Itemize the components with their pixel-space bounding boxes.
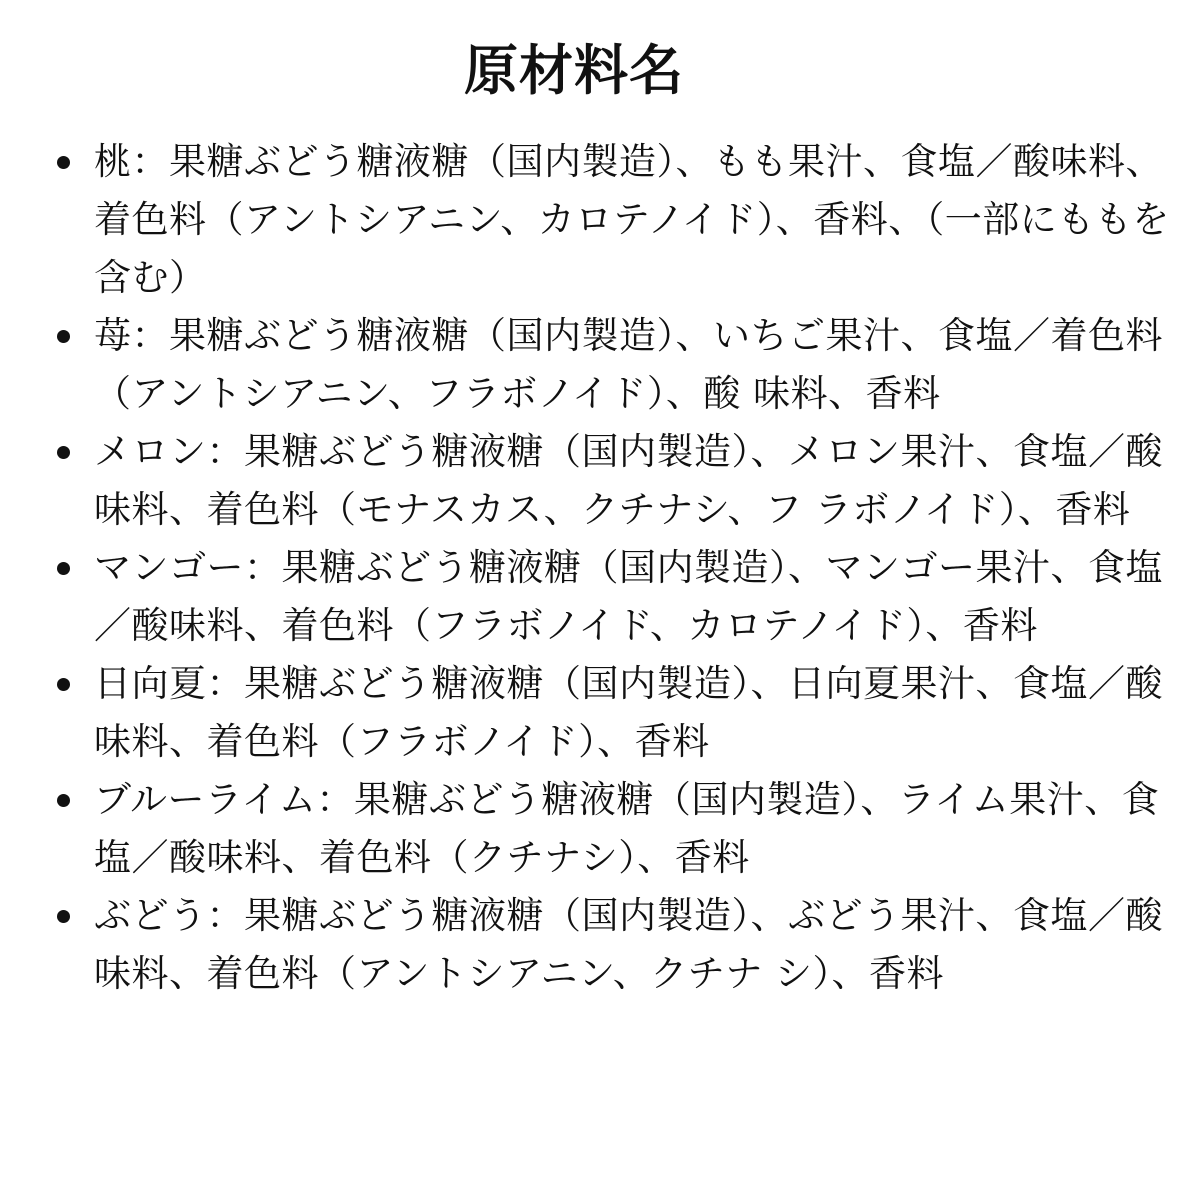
list-item-text: メロン：果糖ぶどう糖液糖（国内製造）、メロン果汁、食塩／酸味料、着色料（モナスカス、クチナシ、フ ラボノイド）、香料 — [94, 430, 1163, 531]
bullet-icon — [57, 156, 70, 169]
list-item-hyuganatsu — [0, 655, 1170, 771]
bullet-icon — [57, 562, 70, 575]
bullet-icon — [57, 678, 70, 691]
list-item-text: 日向夏：果糖ぶどう糖液糖（国内製造）、日向夏果汁、食塩／酸味料、着色料（フラボノイド）、香料 — [94, 662, 1163, 763]
list-item-grape — [0, 887, 1170, 1003]
list-item-text: 桃：果糖ぶどう糖液糖（国内製造）、もも果汁、食塩／酸味料、着色料（アントシアニン、カロテノイド）、香料、（一部にももを含む） — [94, 140, 1170, 299]
page-title: 原材料名 — [464, 39, 684, 102]
bullet-icon — [57, 330, 70, 343]
list-item-blue-lime — [0, 771, 1170, 887]
bullet-icon — [57, 794, 70, 807]
list-item-text: マンゴー：果糖ぶどう糖液糖（国内製造）、マンゴー果汁、食塩／酸味料、着色料（フラボノイド、カロテノイド）、香料 — [94, 546, 1163, 647]
list-item-text: ぶどう：果糖ぶどう糖液糖（国内製造）、ぶどう果汁、食塩／酸味料、着色料（アントシアニン、クチナ シ）、香料 — [94, 894, 1163, 995]
list-item-text: 苺：果糖ぶどう糖液糖（国内製造）、いちご果汁、食塩／着色料（アントシアニン、フラボノイド）、酸 味料、香料 — [94, 314, 1163, 415]
bullet-icon — [57, 446, 70, 459]
list-item-peach — [0, 133, 1170, 307]
bullet-icon — [57, 910, 70, 923]
list-item-melon — [0, 423, 1170, 539]
ingredient-list — [0, 133, 1200, 1003]
list-item-mango — [0, 539, 1170, 655]
list-item-text: ブルーライム：果糖ぶどう糖液糖（国内製造）、ライム果汁、食塩／酸味料、着色料（クチナシ）、香料 — [94, 778, 1160, 879]
list-item-strawberry — [0, 307, 1170, 423]
